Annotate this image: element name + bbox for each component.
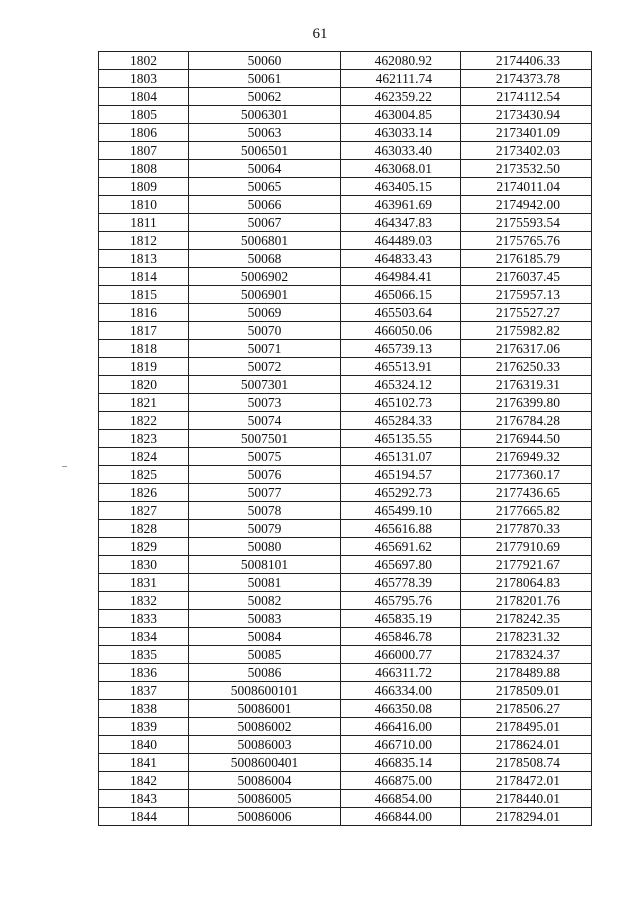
row-number-cell: 1830 xyxy=(99,556,189,574)
row-number-cell: 1803 xyxy=(99,70,189,88)
point-id-cell: 50074 xyxy=(189,412,341,430)
row-number-cell: 1808 xyxy=(99,160,189,178)
table-row xyxy=(99,376,592,394)
x-coordinate-cell: 464489.03 xyxy=(341,232,461,250)
y-coordinate-cell: 2178472.01 xyxy=(461,772,592,790)
point-id-cell: 50065 xyxy=(189,178,341,196)
table-row xyxy=(99,88,592,106)
row-number-cell: 1842 xyxy=(99,772,189,790)
y-coordinate-cell: 2174406.33 xyxy=(461,52,592,70)
x-coordinate-cell: 465795.76 xyxy=(341,592,461,610)
y-coordinate-cell: 2176949.32 xyxy=(461,448,592,466)
table-row xyxy=(99,250,592,268)
x-coordinate-cell: 466416.00 xyxy=(341,718,461,736)
y-coordinate-cell: 2176185.79 xyxy=(461,250,592,268)
row-number-cell: 1809 xyxy=(99,178,189,196)
x-coordinate-cell: 466854.00 xyxy=(341,790,461,808)
x-coordinate-cell: 466875.00 xyxy=(341,772,461,790)
point-id-cell: 50086 xyxy=(189,664,341,682)
y-coordinate-cell: 2178509.01 xyxy=(461,682,592,700)
y-coordinate-cell: 2174942.00 xyxy=(461,196,592,214)
x-coordinate-cell: 465778.39 xyxy=(341,574,461,592)
point-id-cell: 50086002 xyxy=(189,718,341,736)
y-coordinate-cell: 2177870.33 xyxy=(461,520,592,538)
y-coordinate-cell: 2178624.01 xyxy=(461,736,592,754)
point-id-cell: 5006902 xyxy=(189,268,341,286)
point-id-cell: 50078 xyxy=(189,502,341,520)
y-coordinate-cell: 2175527.27 xyxy=(461,304,592,322)
table-row xyxy=(99,340,592,358)
x-coordinate-cell: 463405.15 xyxy=(341,178,461,196)
x-coordinate-cell: 465739.13 xyxy=(341,340,461,358)
point-id-cell: 50076 xyxy=(189,466,341,484)
x-coordinate-cell: 466844.00 xyxy=(341,808,461,826)
x-coordinate-cell: 465499.10 xyxy=(341,502,461,520)
point-id-cell: 50086001 xyxy=(189,700,341,718)
point-id-cell: 50060 xyxy=(189,52,341,70)
table-row xyxy=(99,520,592,538)
y-coordinate-cell: 2176317.06 xyxy=(461,340,592,358)
point-id-cell: 50073 xyxy=(189,394,341,412)
x-coordinate-cell: 462111.74 xyxy=(341,70,461,88)
x-coordinate-cell: 466350.08 xyxy=(341,700,461,718)
point-id-cell: 50081 xyxy=(189,574,341,592)
row-number-cell: 1820 xyxy=(99,376,189,394)
y-coordinate-cell: 2174373.78 xyxy=(461,70,592,88)
y-coordinate-cell: 2178242.35 xyxy=(461,610,592,628)
point-id-cell: 5008600401 xyxy=(189,754,341,772)
table-row xyxy=(99,772,592,790)
table-row xyxy=(99,142,592,160)
x-coordinate-cell: 465102.73 xyxy=(341,394,461,412)
x-coordinate-cell: 466334.00 xyxy=(341,682,461,700)
point-id-cell: 5006901 xyxy=(189,286,341,304)
point-id-cell: 50086006 xyxy=(189,808,341,826)
point-id-cell: 50086004 xyxy=(189,772,341,790)
table-row xyxy=(99,214,592,232)
y-coordinate-cell: 2173430.94 xyxy=(461,106,592,124)
x-coordinate-cell: 464833.43 xyxy=(341,250,461,268)
point-id-cell: 50066 xyxy=(189,196,341,214)
x-coordinate-cell: 464984.41 xyxy=(341,268,461,286)
page-number: 61 xyxy=(312,26,328,42)
x-coordinate-cell: 463033.14 xyxy=(341,124,461,142)
y-coordinate-cell: 2176037.45 xyxy=(461,268,592,286)
row-number-cell: 1835 xyxy=(99,646,189,664)
x-coordinate-cell: 466050.06 xyxy=(341,322,461,340)
point-id-cell: 5008600101 xyxy=(189,682,341,700)
x-coordinate-cell: 465292.73 xyxy=(341,484,461,502)
row-number-cell: 1821 xyxy=(99,394,189,412)
row-number-cell: 1818 xyxy=(99,340,189,358)
y-coordinate-cell: 2178495.01 xyxy=(461,718,592,736)
row-number-cell: 1833 xyxy=(99,610,189,628)
y-coordinate-cell: 2174112.54 xyxy=(461,88,592,106)
table-row xyxy=(99,538,592,556)
x-coordinate-cell: 466835.14 xyxy=(341,754,461,772)
table-row xyxy=(99,358,592,376)
table-row xyxy=(99,322,592,340)
row-number-cell: 1816 xyxy=(99,304,189,322)
table-row xyxy=(99,268,592,286)
y-coordinate-cell: 2178231.32 xyxy=(461,628,592,646)
x-coordinate-cell: 465284.33 xyxy=(341,412,461,430)
table-row xyxy=(99,556,592,574)
coordinate-table-body xyxy=(99,52,592,826)
y-coordinate-cell: 2178201.76 xyxy=(461,592,592,610)
coordinate-table xyxy=(98,51,592,826)
y-coordinate-cell: 2173532.50 xyxy=(461,160,592,178)
point-id-cell: 50086005 xyxy=(189,790,341,808)
x-coordinate-cell: 465616.88 xyxy=(341,520,461,538)
y-coordinate-cell: 2175957.13 xyxy=(461,286,592,304)
table-row xyxy=(99,574,592,592)
row-number-cell: 1813 xyxy=(99,250,189,268)
row-number-cell: 1802 xyxy=(99,52,189,70)
row-number-cell: 1815 xyxy=(99,286,189,304)
point-id-cell: 5006501 xyxy=(189,142,341,160)
x-coordinate-cell: 465324.12 xyxy=(341,376,461,394)
row-number-cell: 1810 xyxy=(99,196,189,214)
row-number-cell: 1827 xyxy=(99,502,189,520)
x-coordinate-cell: 462080.92 xyxy=(341,52,461,70)
table-row xyxy=(99,430,592,448)
table-row xyxy=(99,466,592,484)
y-coordinate-cell: 2175765.76 xyxy=(461,232,592,250)
table-row xyxy=(99,646,592,664)
point-id-cell: 50071 xyxy=(189,340,341,358)
table-row xyxy=(99,736,592,754)
table-row xyxy=(99,808,592,826)
point-id-cell: 50082 xyxy=(189,592,341,610)
point-id-cell: 5007501 xyxy=(189,430,341,448)
point-id-cell: 50086003 xyxy=(189,736,341,754)
x-coordinate-cell: 465135.55 xyxy=(341,430,461,448)
point-id-cell: 50077 xyxy=(189,484,341,502)
row-number-cell: 1844 xyxy=(99,808,189,826)
row-number-cell: 1814 xyxy=(99,268,189,286)
point-id-cell: 50064 xyxy=(189,160,341,178)
table-row xyxy=(99,196,592,214)
table-row xyxy=(99,304,592,322)
y-coordinate-cell: 2177360.17 xyxy=(461,466,592,484)
table-row xyxy=(99,412,592,430)
y-coordinate-cell: 2177910.69 xyxy=(461,538,592,556)
y-coordinate-cell: 2176319.31 xyxy=(461,376,592,394)
point-id-cell: 50075 xyxy=(189,448,341,466)
table-row xyxy=(99,286,592,304)
row-number-cell: 1837 xyxy=(99,682,189,700)
x-coordinate-cell: 463033.40 xyxy=(341,142,461,160)
row-number-cell: 1825 xyxy=(99,466,189,484)
row-number-cell: 1828 xyxy=(99,520,189,538)
table-row xyxy=(99,754,592,772)
table-row xyxy=(99,700,592,718)
x-coordinate-cell: 463004.85 xyxy=(341,106,461,124)
table-row xyxy=(99,70,592,88)
row-number-cell: 1831 xyxy=(99,574,189,592)
point-id-cell: 50080 xyxy=(189,538,341,556)
row-number-cell: 1804 xyxy=(99,88,189,106)
table-row xyxy=(99,160,592,178)
y-coordinate-cell: 2178294.01 xyxy=(461,808,592,826)
row-number-cell: 1819 xyxy=(99,358,189,376)
point-id-cell: 50083 xyxy=(189,610,341,628)
row-number-cell: 1829 xyxy=(99,538,189,556)
scan-artifact-mark xyxy=(62,466,67,467)
x-coordinate-cell: 466710.00 xyxy=(341,736,461,754)
x-coordinate-cell: 466311.72 xyxy=(341,664,461,682)
y-coordinate-cell: 2176784.28 xyxy=(461,412,592,430)
x-coordinate-cell: 465846.78 xyxy=(341,628,461,646)
x-coordinate-cell: 465194.57 xyxy=(341,466,461,484)
table-row xyxy=(99,448,592,466)
row-number-cell: 1806 xyxy=(99,124,189,142)
x-coordinate-cell: 465513.91 xyxy=(341,358,461,376)
point-id-cell: 50067 xyxy=(189,214,341,232)
table-row xyxy=(99,682,592,700)
y-coordinate-cell: 2176399.80 xyxy=(461,394,592,412)
y-coordinate-cell: 2178506.27 xyxy=(461,700,592,718)
point-id-cell: 50085 xyxy=(189,646,341,664)
table-row xyxy=(99,790,592,808)
y-coordinate-cell: 2178508.74 xyxy=(461,754,592,772)
table-row xyxy=(99,394,592,412)
x-coordinate-cell: 464347.83 xyxy=(341,214,461,232)
row-number-cell: 1840 xyxy=(99,736,189,754)
table-row xyxy=(99,610,592,628)
row-number-cell: 1824 xyxy=(99,448,189,466)
point-id-cell: 5006301 xyxy=(189,106,341,124)
x-coordinate-cell: 465835.19 xyxy=(341,610,461,628)
row-number-cell: 1805 xyxy=(99,106,189,124)
row-number-cell: 1843 xyxy=(99,790,189,808)
row-number-cell: 1817 xyxy=(99,322,189,340)
y-coordinate-cell: 2178489.88 xyxy=(461,664,592,682)
point-id-cell: 50061 xyxy=(189,70,341,88)
row-number-cell: 1841 xyxy=(99,754,189,772)
y-coordinate-cell: 2173402.03 xyxy=(461,142,592,160)
point-id-cell: 50070 xyxy=(189,322,341,340)
row-number-cell: 1838 xyxy=(99,700,189,718)
point-id-cell: 50062 xyxy=(189,88,341,106)
table-row xyxy=(99,718,592,736)
x-coordinate-cell: 465691.62 xyxy=(341,538,461,556)
table-row xyxy=(99,484,592,502)
y-coordinate-cell: 2177665.82 xyxy=(461,502,592,520)
y-coordinate-cell: 2177436.65 xyxy=(461,484,592,502)
point-id-cell: 50068 xyxy=(189,250,341,268)
row-number-cell: 1839 xyxy=(99,718,189,736)
row-number-cell: 1811 xyxy=(99,214,189,232)
row-number-cell: 1832 xyxy=(99,592,189,610)
table-row xyxy=(99,124,592,142)
y-coordinate-cell: 2173401.09 xyxy=(461,124,592,142)
y-coordinate-cell: 2177921.67 xyxy=(461,556,592,574)
y-coordinate-cell: 2178324.37 xyxy=(461,646,592,664)
x-coordinate-cell: 466000.77 xyxy=(341,646,461,664)
table-row xyxy=(99,232,592,250)
row-number-cell: 1826 xyxy=(99,484,189,502)
x-coordinate-cell: 462359.22 xyxy=(341,88,461,106)
x-coordinate-cell: 465066.15 xyxy=(341,286,461,304)
x-coordinate-cell: 465131.07 xyxy=(341,448,461,466)
row-number-cell: 1834 xyxy=(99,628,189,646)
point-id-cell: 5008101 xyxy=(189,556,341,574)
row-number-cell: 1836 xyxy=(99,664,189,682)
x-coordinate-cell: 465503.64 xyxy=(341,304,461,322)
x-coordinate-cell: 463068.01 xyxy=(341,160,461,178)
y-coordinate-cell: 2178064.83 xyxy=(461,574,592,592)
x-coordinate-cell: 465697.80 xyxy=(341,556,461,574)
table-row xyxy=(99,52,592,70)
table-row xyxy=(99,664,592,682)
row-number-cell: 1812 xyxy=(99,232,189,250)
row-number-cell: 1807 xyxy=(99,142,189,160)
point-id-cell: 50079 xyxy=(189,520,341,538)
y-coordinate-cell: 2175982.82 xyxy=(461,322,592,340)
table-row xyxy=(99,592,592,610)
table-row xyxy=(99,502,592,520)
row-number-cell: 1822 xyxy=(99,412,189,430)
point-id-cell: 50072 xyxy=(189,358,341,376)
y-coordinate-cell: 2176250.33 xyxy=(461,358,592,376)
table-row xyxy=(99,106,592,124)
y-coordinate-cell: 2175593.54 xyxy=(461,214,592,232)
point-id-cell: 50084 xyxy=(189,628,341,646)
y-coordinate-cell: 2178440.01 xyxy=(461,790,592,808)
row-number-cell: 1823 xyxy=(99,430,189,448)
point-id-cell: 5007301 xyxy=(189,376,341,394)
x-coordinate-cell: 463961.69 xyxy=(341,196,461,214)
point-id-cell: 50069 xyxy=(189,304,341,322)
y-coordinate-cell: 2176944.50 xyxy=(461,430,592,448)
y-coordinate-cell: 2174011.04 xyxy=(461,178,592,196)
table-row xyxy=(99,628,592,646)
table-row xyxy=(99,178,592,196)
point-id-cell: 50063 xyxy=(189,124,341,142)
point-id-cell: 5006801 xyxy=(189,232,341,250)
